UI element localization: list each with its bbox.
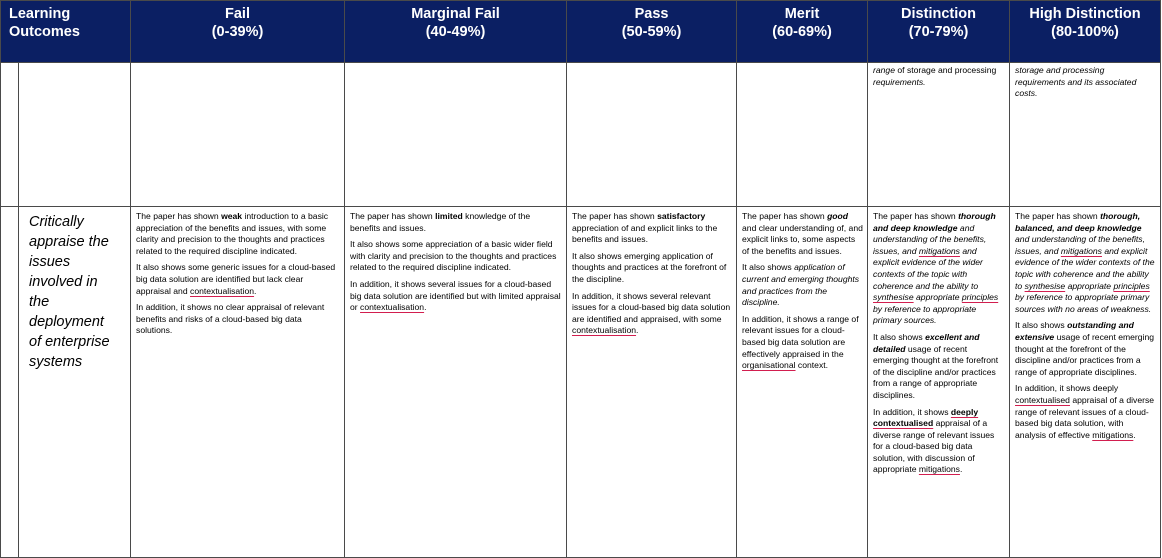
criterion-paragraph: The paper has shown limited knowledge of the benefits and issues. bbox=[350, 211, 531, 233]
merit-cell bbox=[737, 63, 868, 207]
criterion-paragraph: The paper has shown satisfactory appreciation of and explicit links to the benefits and issues. bbox=[572, 211, 718, 245]
header-row bbox=[1, 1, 1161, 63]
header-merit bbox=[737, 1, 868, 63]
criterion-paragraph: It also shows excellent and detailed usage of recent emerging thought at the forefront of the discipline and/or practices from a range of appropriate disciplines. bbox=[873, 331, 999, 400]
high-distinction-range: (80-100%) bbox=[1051, 24, 1119, 40]
header-fail bbox=[131, 1, 345, 63]
pass-cell bbox=[567, 63, 737, 207]
distinction-cell bbox=[868, 63, 1010, 207]
gutter-cell bbox=[1, 207, 19, 558]
criterion-paragraph: The paper has shown weak introduction to a basic appreciation of the benefits and issues, with some clarity and precision to the thoughts and practices related to the required discipline indicated. bbox=[136, 211, 329, 256]
criterion-paragraph: The paper has shown thorough and deep knowledge and understanding of the benefits, issues, and mitigations and explicit evidence of the wider contexts of the topic with coherence and the ability to synthesise appropriate principles by reference to appropriate primary sources. bbox=[873, 211, 999, 326]
fail-cell bbox=[131, 207, 345, 558]
criterion-paragraph: It also shows some generic issues for a cloud-based big data solution are identified but lack clear appraisal and contextualisation. bbox=[136, 262, 336, 296]
criterion-text: storage and processing requirements and its associated costs. bbox=[1015, 65, 1137, 99]
outcome-cell bbox=[19, 207, 131, 558]
criterion-paragraph: It also shows outstanding and extensive usage of recent emerging thought at the forefront of the discipline and/or practices from a range of appropriate disciplines. bbox=[1015, 320, 1155, 377]
criterion-paragraph: In addition, it shows a range of relevant issues for a cloud-based big data solution are effectively appraised in the organisational context. bbox=[742, 313, 859, 371]
criterion-paragraph: The paper has shown thorough, balanced, and deep knowledge and understanding of the benefits, issues, and mitigations and explicit evidence of the wider contexts of the topic with coherence and the ability to synthesise appropriate principles by reference to appropriate primary sources with no areas of weakness. bbox=[1015, 211, 1155, 314]
marginal-fail-cell bbox=[345, 207, 567, 558]
pass-range: (50-59%) bbox=[621, 24, 682, 40]
criterion-paragraph: In addition, it shows deeply contextualised appraisal of a diverse range of relevant issues of a cloud-based big data solution, with analysis of effective mitigations. bbox=[1015, 383, 1155, 440]
outcome-cell bbox=[19, 63, 131, 207]
criterion-text: range of storage and processing requirements. bbox=[873, 65, 997, 87]
distinction-cell bbox=[868, 207, 1010, 558]
header-pass bbox=[567, 1, 737, 63]
merit-range: (60-69%) bbox=[772, 24, 832, 40]
criterion-paragraph: In addition, it shows several relevant issues for a cloud-based big data solution are identified and appraised, with some contextualisation. bbox=[572, 290, 731, 336]
criterion-paragraph: The paper has shown good and clear understanding of, and explicit links to, some aspects of the benefits and issues. bbox=[742, 211, 863, 256]
learning-outcome-text: Critically appraise the issues involved in the deployment of enterprise systems bbox=[29, 214, 110, 370]
criterion-paragraph: It also shows emerging application of thoughts and practices at the forefront of the discipline. bbox=[572, 250, 727, 284]
criterion-paragraph: In addition, it shows several issues for a cloud-based big data solution are identified but with limited appraisal or contextualisation. bbox=[350, 278, 561, 313]
fail-cell bbox=[131, 63, 345, 207]
learning-outcomes-label: Learning Outcomes bbox=[9, 6, 80, 40]
criterion-paragraph: In addition, it shows deeply contextualised appraisal of a diverse range of relevant issues for a cloud-based big data solution, with discussion of appropriate mitigations. bbox=[873, 406, 995, 475]
marginal-fail-label: Marginal Fail bbox=[411, 6, 500, 22]
marginal-fail-cell bbox=[345, 63, 567, 207]
high-distinction-cell bbox=[1010, 207, 1161, 558]
table-row bbox=[1, 63, 1161, 207]
pass-label: Pass bbox=[634, 6, 669, 22]
high-distinction-cell bbox=[1010, 63, 1161, 207]
header-high-distinction bbox=[1010, 1, 1161, 63]
distinction-label: Distinction bbox=[901, 6, 976, 22]
merit-label: Merit bbox=[784, 6, 820, 22]
distinction-range: (70-79%) bbox=[908, 24, 969, 40]
header-learning-outcomes bbox=[1, 1, 131, 63]
criterion-paragraph: It also shows application of current and emerging thoughts and practices from the discipline. bbox=[742, 262, 860, 308]
criterion-paragraph: It also shows some appreciation of a basic wider field with clarity and precision to the thoughts and practices related to the required discipline indicated. bbox=[350, 239, 557, 273]
marginal-fail-range: (40-49%) bbox=[425, 24, 486, 40]
pass-cell bbox=[567, 207, 737, 558]
fail-range: (0-39%) bbox=[211, 24, 264, 40]
merit-cell bbox=[737, 207, 868, 558]
header-marginal-fail bbox=[345, 1, 567, 63]
high-distinction-label: High Distinction bbox=[1029, 6, 1141, 22]
fail-label: Fail bbox=[225, 6, 250, 22]
gutter-cell bbox=[1, 63, 19, 207]
criterion-paragraph: In addition, it shows no clear appraisal of relevant benefits and risks of a cloud-based big data solutions. bbox=[136, 302, 325, 336]
header-distinction bbox=[868, 1, 1010, 63]
table-row bbox=[1, 207, 1161, 558]
